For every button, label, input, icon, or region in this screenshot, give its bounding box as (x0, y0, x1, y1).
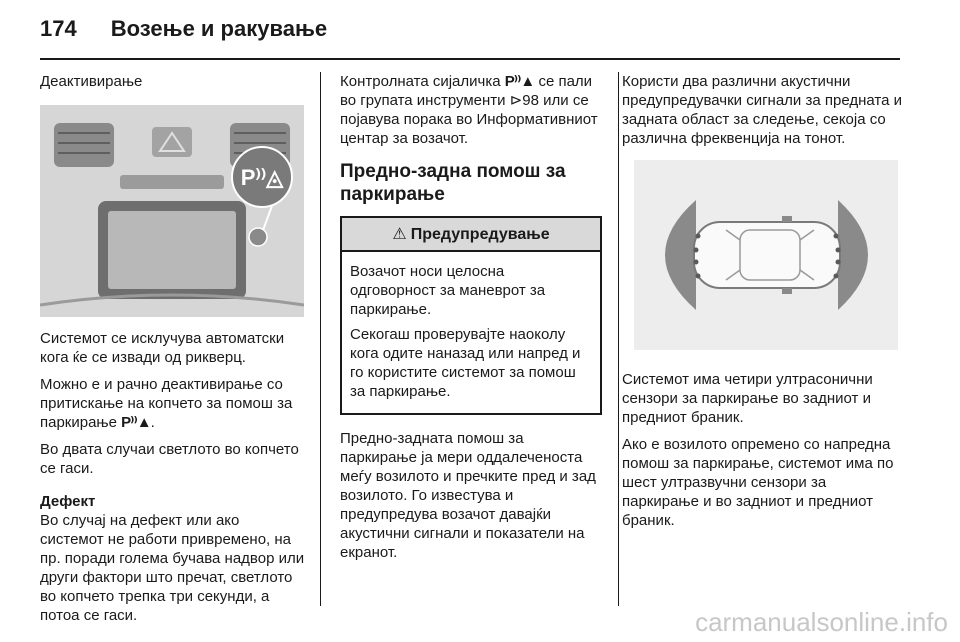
manual-off-paragraph: Можно е и рачно деактивирање со притискање на копчето за помош за паркирање P⁾⁾▲. (40, 376, 293, 431)
park-assist-icon: P⁾⁾▲ (504, 73, 535, 90)
column-1 (40, 72, 306, 633)
four-sensors-paragraph: Системот има четири ултрасонични сензори за паркирање во задниот и предниот браник. (622, 371, 873, 426)
page-reference: 98 (522, 92, 539, 109)
sensor-zones-illustration (634, 160, 898, 350)
park-assist-description: Предно-задната помош за паркирање ја мери оддалеченоста меѓу возилото и пречките пред и зад возилото. Го известува и предупредува возачот давајќи акустични сигнали и показатели на екранот. (340, 430, 596, 561)
column-3 (622, 72, 904, 538)
dashboard-illustration (40, 105, 304, 317)
warning-body (342, 252, 600, 413)
warning-triangle-icon: ⚠ (392, 225, 407, 243)
park-assist-icon: P⁾⁾▲ (121, 414, 151, 431)
warning-paragraph-1: Возачот носи целосна одговорност за маневрот за паркирање. (350, 263, 546, 318)
defect-heading: Дефект (40, 493, 96, 510)
six-sensors-paragraph: Ако е возилото опремено со напредна помош за паркирање, системот има по шест ултразвучни сензори за паркирање и во задниот и предниот браник. (622, 436, 894, 529)
header-rule (40, 58, 900, 60)
defect-paragraph: Во случај на дефект или ако системот не работи привремено, на пр. поради голема бучава надвор или други фактори што пречат, светлото во копчето трепка три секунди, а потоа се гаси. (40, 512, 305, 624)
page-number: 174 (40, 16, 77, 41)
dashboard-drawing (40, 105, 304, 317)
car-sensor-drawing (634, 160, 898, 350)
column-divider (618, 72, 619, 606)
column-2 (340, 72, 604, 570)
watermark: carmanualsonline.info (695, 607, 948, 637)
acoustic-signals-paragraph: Користи два различни акустични предупредувачки сигнали за предната и задната област за следење, секоја со различна фреквенција на тонот. (622, 73, 902, 147)
warning-paragraph-2: Секогаш проверувајте наоколу кога одите наназад или напред и го користите системот за помош за паркирање. (350, 326, 581, 400)
page-ref-arrow-icon: ⊳ (509, 92, 523, 109)
indicator-paragraph: Контролната сијаличка P⁾⁾▲ се пали во групата инструменти ⊳98 или се појавува порака во Информативниот центар за возачот. (340, 73, 598, 147)
page-title: Возење и ракување (110, 16, 328, 41)
column-divider (320, 72, 321, 606)
warning-header (342, 218, 600, 252)
warning-box (340, 216, 602, 415)
section-title: Предно-задна помош за паркирање (340, 161, 566, 205)
svg-text:P⁾⁾◬: P⁾⁾◬ (240, 165, 284, 190)
light-off-paragraph: Во двата случаи светлото во копчето се гаси. (40, 441, 299, 477)
warning-title: Предупредување (410, 225, 550, 243)
auto-off-paragraph: Системот се исклучува автоматски кога ќе се извади од рикверц. (40, 330, 285, 366)
page-header (40, 16, 327, 52)
deactivation-heading: Деактивирање (40, 73, 143, 90)
